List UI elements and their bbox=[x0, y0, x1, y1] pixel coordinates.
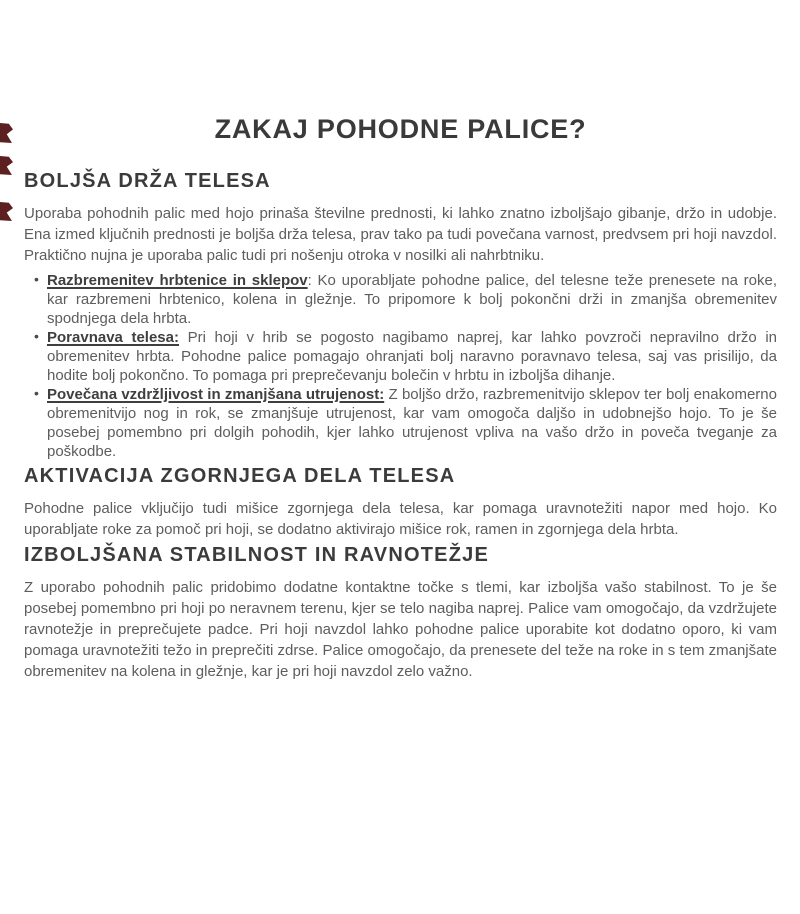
corner-mark-icon bbox=[0, 123, 13, 143]
list-item bbox=[34, 328, 777, 385]
list-item-text: Pri hoji v hrib se pogosto nagibamo naprej, kar lahko povzroči nepravilno držo in obremenitev hrbta. Pohodne palice pomagajo ohranjati bolj naravno poravnavo telesa, saj vas prisilijo, da hodite bolj pokončno. To pomaga pri preprečevanju bolečin v hrbtu in izboljša dihanje. bbox=[47, 329, 777, 384]
list-item-text: : Ko uporabljate pohodne palice, del telesne teže prenesete na roke, kar razbremeni hrbtenico, kolena in gležnje. To pripomore k bolj pokončni drži in zmanjša obremenitev spodnjega dela hrbta. bbox=[47, 272, 778, 327]
list-item bbox=[34, 385, 777, 461]
bullet-icon: • bbox=[34, 328, 39, 344]
list-item-lead: Poravnava telesa: bbox=[47, 329, 179, 346]
benefits-list bbox=[24, 271, 777, 461]
bullet-icon: • bbox=[34, 271, 39, 287]
list-item bbox=[34, 271, 778, 328]
section-paragraph: Pohodne palice vključijo tudi mišice zgornjega dela telesa, kar pomaga uravnotežiti napor med hojo. Ko uporabljate roke za pomoč pri hoji, se dodatno aktivirajo mišice rok, ramen in zgornjega dela hrbta. bbox=[24, 500, 777, 538]
section-heading: IZBOLJŠANA STABILNOST IN RAVNOTEŽJE bbox=[24, 544, 489, 566]
section-heading: BOLJŠA DRŽA TELESA bbox=[24, 170, 271, 192]
page-title: ZAKAJ POHODNE PALICE? bbox=[214, 114, 587, 144]
section-stability bbox=[24, 543, 777, 682]
section-heading: AKTIVACIJA ZGORNJEGA DELA TELESA bbox=[24, 465, 456, 487]
bullet-icon: • bbox=[34, 385, 39, 401]
corner-mark-icon bbox=[0, 202, 13, 221]
corner-mark-icon bbox=[0, 156, 13, 175]
section-posture bbox=[24, 169, 777, 461]
list-item-lead: Razbremenitev hrbtenice in sklepov bbox=[47, 272, 308, 289]
article bbox=[24, 114, 777, 682]
document-page bbox=[0, 114, 800, 914]
list-item-text: Z boljšo držo, razbremenitvijo sklepov ter bolj enakomerno obremenitvijo nog in rok, se zmanjšuje utrujenost, kar vam omogoča daljšo in udobnejšo hojo. To je še posebej pomembno pri dolgih pohodih, kjer lahko utrujenost vpliva na vašo držo in poveča tveganje za poškodbe. bbox=[47, 386, 777, 460]
section-paragraph: Uporaba pohodnih palic med hojo prinaša številne prednosti, ki lahko znatno izboljšajo gibanje, držo in udobje. Ena izmed ključnih prednosti je boljša drža telesa, prav tako pa tudi povečana varnost, predvsem pri hoji navzdol. Praktično nujna je uporaba palic tudi pri nošenju otroka v nosilki ali nahrbtniku. bbox=[24, 205, 777, 264]
section-paragraph: Z uporabo pohodnih palic pridobimo dodatne kontaktne točke s tlemi, kar izboljša vašo stabilnost. To je še posebej pomembno pri hoji po neravnem terenu, kjer se telo nagiba naprej. Palice vam omogočajo, da vzdržujete ravnotežje in preprečujete padce. Pri hoji navzdol lahko pohodne palice uporabite kot dodatno oporo, ki vam pomaga uravnotežiti težo in preprečiti zdrse. Palice omogočajo, da prenesete del teže na roke in s tem zmanjšate obremenitev na kolena in gležnje, kar je pri hoji navzdol zelo važno. bbox=[24, 579, 777, 680]
list-item-lead: Povečana vzdržljivost in zmanjšana utrujenost: bbox=[47, 386, 385, 403]
section-upper-body bbox=[24, 464, 777, 540]
